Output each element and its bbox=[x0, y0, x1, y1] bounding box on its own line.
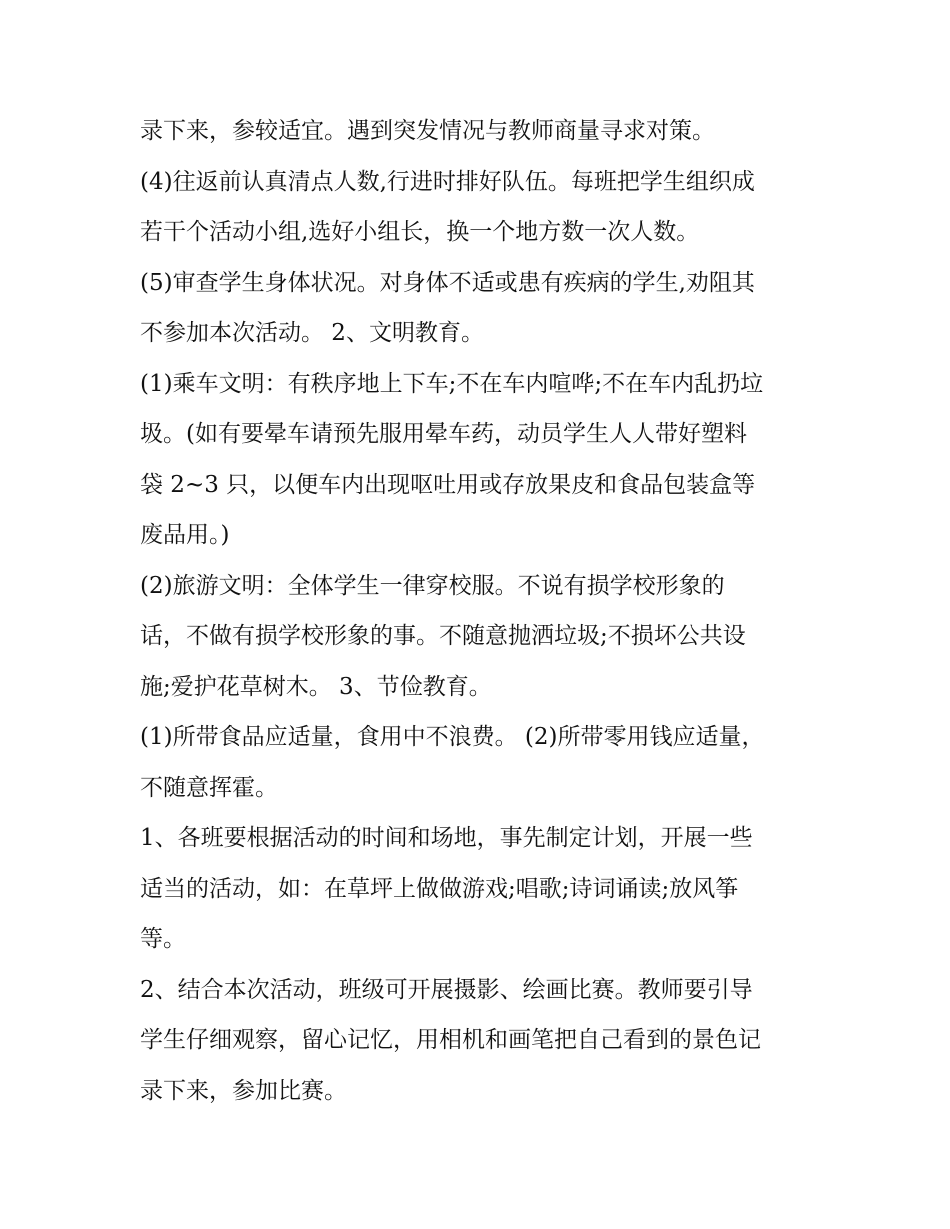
text-line: 录下来，参较适宜。遇到突发情况与教师商量寻求对策。 bbox=[140, 118, 715, 144]
text-line: 适当的活动，如：在草坪上做做游戏;唱歌;诗词诵读;放风筝 bbox=[140, 875, 739, 902]
text-line: (4)往返前认真清点人数,行进时排好队伍。每班把学生组织成 bbox=[140, 168, 755, 195]
text-line: 不参加本次活动。 2、文明教育。 bbox=[140, 320, 484, 346]
text-line: 学生仔细观察，留心记忆，用相机和画笔把自己看到的景色记 bbox=[140, 1027, 761, 1053]
text-line: 2、结合本次活动，班级可开展摄影、绘画比赛。教师要引导 bbox=[140, 976, 753, 1003]
body-text bbox=[140, 106, 820, 1116]
text-line: 等。 bbox=[140, 926, 186, 952]
text-line: (2)旅游文明：全体学生一律穿校服。不说有损学校形象的 bbox=[140, 572, 725, 599]
text-line: 施;爱护花草树木。 3、节俭教育。 bbox=[140, 673, 492, 700]
text-line: 话，不做有损学校形象的事。不随意抛洒垃圾;不损坏公共设 bbox=[140, 623, 746, 649]
text-line: 若干个活动小组,选好小组长，换一个地方数一次人数。 bbox=[140, 219, 700, 245]
text-line: 废品用。) bbox=[140, 522, 230, 548]
text-line: 1、各班要根据活动的时间和场地，事先制定计划，开展一些 bbox=[140, 825, 753, 851]
text-line: (1)乘车文明：有秩序地上下车;不在车内喧哗;不在车内乱扔垃 bbox=[140, 370, 764, 397]
text-line: (5)审查学生身体状况。对身体不适或患有疾病的学生,劝阻其 bbox=[140, 269, 755, 296]
text-line: (1)所带食品应适量，食用中不浪费。 (2)所带零用钱应适量， bbox=[140, 724, 765, 750]
text-line: 袋 2~3 只，以便车内出现呕吐用或存放果皮和食品包装盒等 bbox=[140, 471, 756, 498]
text-line: 圾。(如有要晕车请预先服用晕车药，动员学生人人带好塑料 bbox=[140, 421, 747, 447]
text-line: 录下来，参加比赛。 bbox=[140, 1077, 347, 1104]
text-line: 不随意挥霍。 bbox=[140, 774, 278, 801]
